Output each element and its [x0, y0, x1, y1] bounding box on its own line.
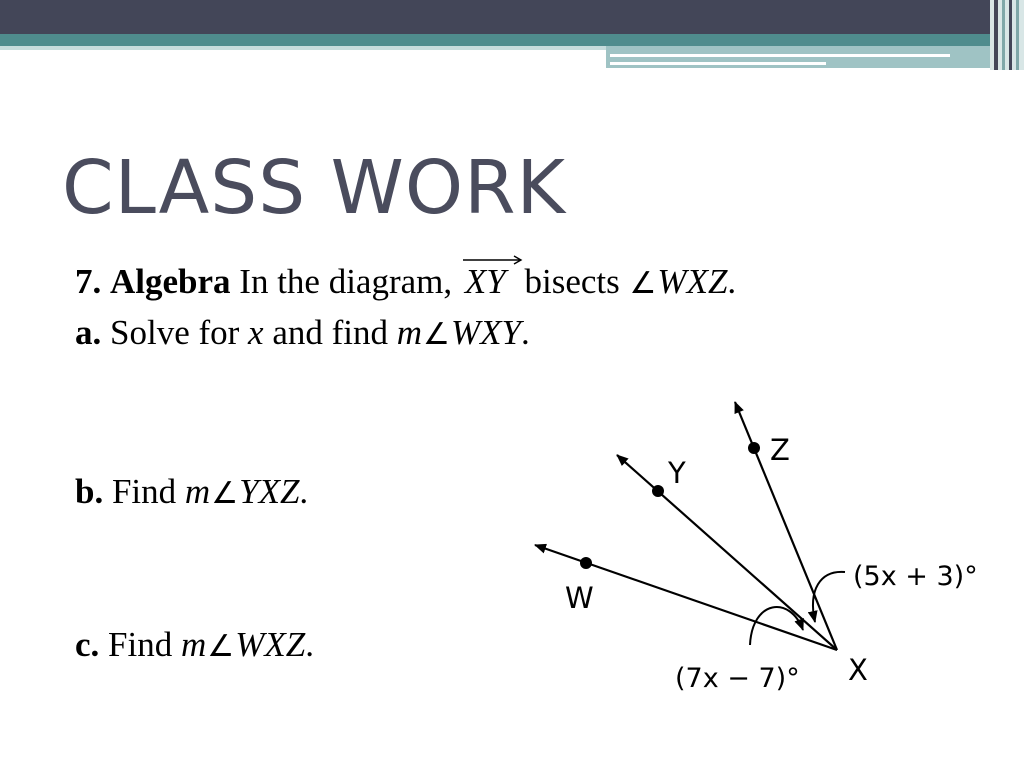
ray-arrow-icon — [463, 254, 523, 266]
problem-topic: Algebra — [110, 262, 231, 301]
part-c: c. Find m∠WXZ. — [75, 625, 314, 664]
problem-statement: 7. Algebra In the diagram, XY bisects ∠WXZ. — [75, 262, 736, 302]
part-a: a. Solve for x and find m∠WXY. — [75, 313, 530, 352]
part-a-label: a. — [75, 313, 102, 352]
angle-yxz-expression: (5x + 3)° — [853, 561, 978, 592]
angle-diagram — [520, 390, 1000, 715]
point-w-label: W — [565, 581, 594, 615]
point-w-dot — [580, 557, 592, 569]
part-c-measure: m — [181, 625, 207, 664]
point-z-label: Z — [770, 433, 790, 467]
ray-xy-line — [617, 455, 837, 650]
angle-icon: ∠ — [423, 318, 450, 351]
angle-arc-yxz — [813, 572, 845, 622]
point-x-label: X — [848, 653, 868, 687]
angle-icon: ∠ — [629, 267, 657, 300]
part-b: b. Find m∠YXZ. — [75, 472, 309, 511]
part-b-measure: m — [184, 472, 211, 511]
ray-xy — [465, 262, 506, 302]
part-a-variable: x — [248, 313, 264, 352]
part-b-angle: YXZ — [239, 472, 300, 511]
angle-wxy-expression: (7x − 7)° — [675, 663, 800, 694]
part-a-measure: m — [396, 313, 423, 352]
part-a-text-before: Solve for — [110, 313, 240, 352]
point-y-label: Y — [668, 456, 686, 490]
problem-verb: bisects — [524, 262, 620, 301]
slide-title: CLASS WORK — [62, 145, 567, 231]
part-b-text: Find — [111, 472, 177, 511]
part-c-label: c. — [75, 625, 100, 664]
angle-icon: ∠ — [207, 630, 235, 663]
angle-icon: ∠ — [211, 477, 239, 510]
part-c-angle: WXZ — [235, 625, 306, 664]
header-decoration-bar — [0, 0, 1024, 70]
part-a-text-middle: and find — [272, 313, 389, 352]
part-c-text: Find — [108, 625, 173, 664]
part-b-label: b. — [75, 472, 104, 511]
angle-wxz: WXZ — [657, 262, 728, 301]
problem-number: 7. — [75, 262, 102, 301]
problem-intro: In the diagram, — [239, 262, 453, 301]
part-a-angle: WXY — [450, 313, 521, 352]
ray-label: XY — [464, 262, 506, 301]
point-y-dot — [652, 485, 664, 497]
point-z-dot — [748, 442, 760, 454]
